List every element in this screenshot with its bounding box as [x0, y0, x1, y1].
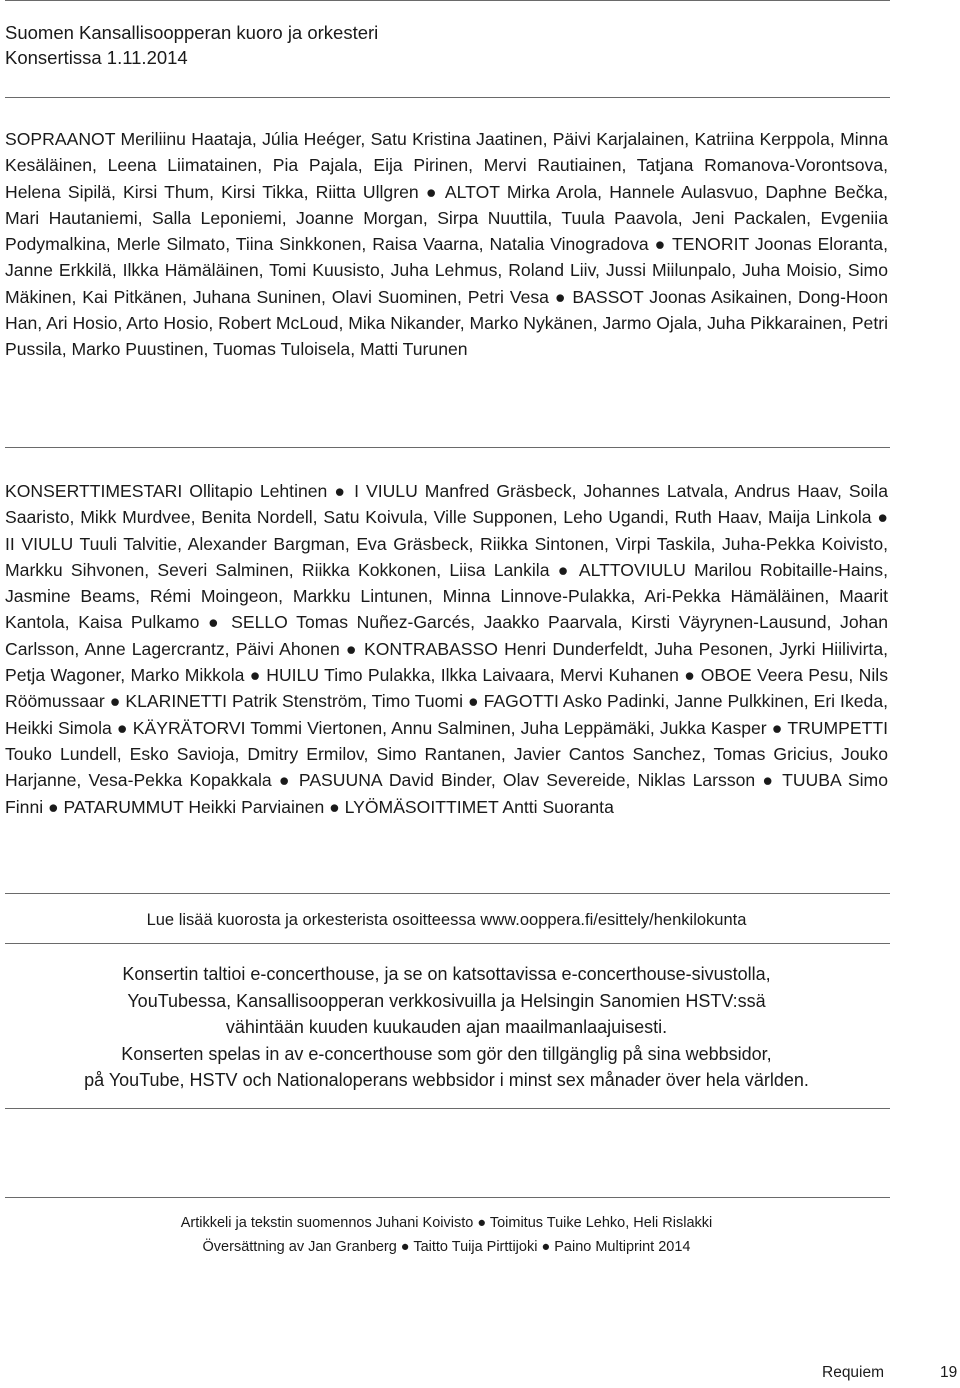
- broadcast-sv-line-2: på YouTube, HSTV och Nationaloperans webbsidor i minst sex månader över hela världen.: [84, 1070, 809, 1090]
- choir-rule: [5, 447, 890, 448]
- orchestra-members: KONSERTTIMESTARI Ollitapio Lehtinen ● I VIULU Manfred Gräsbeck, Johannes Latvala, Andrus Haav, Soila Saaristo, Mikk Murdvee, Benita Nordell, Satu Koivula, Ville Supponen, Leho Ugandi, Ruth Haav, Maija Linkola ● II VIULU Tuuli Talvitie, Alexander Bargman, Eva Gräsbeck, Riikka Sintonen, Virpi Taskila, Juha-Pekka Koivisto, Markku Sihvonen, Severi Salminen, Riikka Kokkonen, Liisa Lankila ● ALTTOVIULU Marilou Robitaille-Hains, Jasmine Beams, Rémi Moingeon, Markku Lintunen, Minna Linnove-Pulakka, Ari-Pekka Hämäläinen, Maarit Kantola, Kaisa Pulkamo ● SELLO Tomas Nuñez-Garcés, Jaakko Paarvala, Kirsti Väyrynen-Lausund, Johan Carlsson, Anne Lagercrantz, Päivi Ahonen ● KONTRABASSO Henri Dunderfeldt, Juha Pesonen, Jyrki Hiilivirta, Petja Wagoner, Marko Mikkola ● HUILU Timo Pulakka, Ilkka Laivaara, Mervi Kuhanen ● OBOE Veera Pesu, Nils Röömussaar ● KLARINETTI Patrik Stenström, Timo Tuomi ● FAGOTTI Asko Padinki, Janne Pulkkinen, Eri Ikeda, Heikki Simola ● KÄYRÄTORVI Tommi Viertonen, Annu Salminen, Juha Leppämäki, Jukka Kasper ● TRUMPETTI Touko Lundell, Esko Savioja, Dmitry Ermilov, Simo Rantanen, Javier Cantos Sanchez, Tomas Gricius, Jouko Harjanne, Vesa-Pekka Kopakkala ● PASUUNA David Binder, Olav Severeide, Niklas Larsson ● TUUBA Simo Finni ● PATARUMMUT Heikki Parviainen ● LYÖMÄSOITTIMET Antti Suoranta: [5, 481, 888, 817]
- credits-line-1: Artikkeli ja tekstin suomennos Juhani Koivisto ● Toimitus Tuike Lehko, Heli Rislakki: [180, 1215, 713, 1231]
- top-rule: [5, 0, 890, 1]
- broadcast-fi-line-1: Konsertin taltioi e-concerthouse, ja se on katsottavissa e-concerthouse-sivustolla,: [122, 964, 771, 984]
- choir-members: SOPRAANOT Meriliinu Haataja, Júlia Heéger, Satu Kristina Jaatinen, Päivi Karjalainen, Katriina Kerppola, Minna Kesäläinen, Leena Liimatainen, Pia Pajala, Eija Pirinen, Mervi Rautiainen, Tatjana Romanova-Vorontsova, Helena Sipilä, Kirsi Thum, Kirsi Tikka, Riitta Ullgren ● ALTOT Mirka Arola, Hannele Aulasvuo, Daphne Bečka, Mari Hautaniemi, Salla Leponiemi, Joanne Morgan, Sirpa Nuuttila, Tuula Paavola, Jeni Packalen, Evgeniia Podymalkina, Merle Silmato, Tiina Sinkkonen, Raisa Vaarna, Natalia Vinogradova ● TENORIT Joonas Eloranta, Janne Erkkilä, Ilkka Hämäläinen, Tomi Kuusisto, Juha Lehmus, Roland Liiv, Jussi Miilunpalo, Juha Moisio, Simo Mäkinen, Kai Pitkänen, Juhana Suninen, Olavi Suominen, Petri Vesa ● BASSOT Joonas Asikainen, Dong-Hoon Han, Ari Hosio, Arto Hosio, Robert McLoud, Mika Nikander, Marko Nykänen, Jarmo Ojala, Juha Pikkarainen, Petri Pussila, Marko Puustinen, Tuomas Tuloisela, Matti Turunen: [5, 129, 889, 360]
- info-top-rule: [5, 943, 890, 944]
- credits: [5, 1212, 888, 1259]
- footer-title: Requiem: [822, 1364, 885, 1381]
- credits-line-2: Översättning av Jan Granberg ● Taitto Tuija Pirttijoki ● Paino Multiprint 2014: [202, 1238, 691, 1255]
- broadcast-fi-line-3: vähintään kuuden kuukauden ajan maailmanlaajuisesti.: [225, 1017, 668, 1037]
- orchestra-list: [5, 478, 888, 820]
- page-number: 19: [940, 1364, 958, 1381]
- header-ensemble: Suomen Kansallisoopperan kuoro ja orkesteri: [5, 22, 379, 43]
- broadcast-fi-line-2: YouTubessa, Kansallisoopperan verkkosivuilla ja Helsingin Sanomien HSTV:ssä: [127, 990, 766, 1011]
- info-bottom-rule: [5, 1108, 890, 1109]
- broadcast-info: [5, 961, 888, 1094]
- orchestra-rule: [5, 893, 890, 894]
- more-info-line: Lue lisää kuorosta ja orkesterista osoitteessa www.ooppera.fi/esittely/henkilokunta: [146, 911, 747, 929]
- broadcast-sv-line-1: Konserten spelas in av e-concerthouse som gör den tillgänglig på sina webbsidor,: [121, 1043, 772, 1064]
- header-rule: [5, 97, 890, 98]
- header-concert-date: Konsertissa 1.11.2014: [5, 47, 188, 68]
- credits-rule: [5, 1197, 890, 1198]
- page-header: [5, 20, 378, 70]
- choir-list: [5, 126, 888, 363]
